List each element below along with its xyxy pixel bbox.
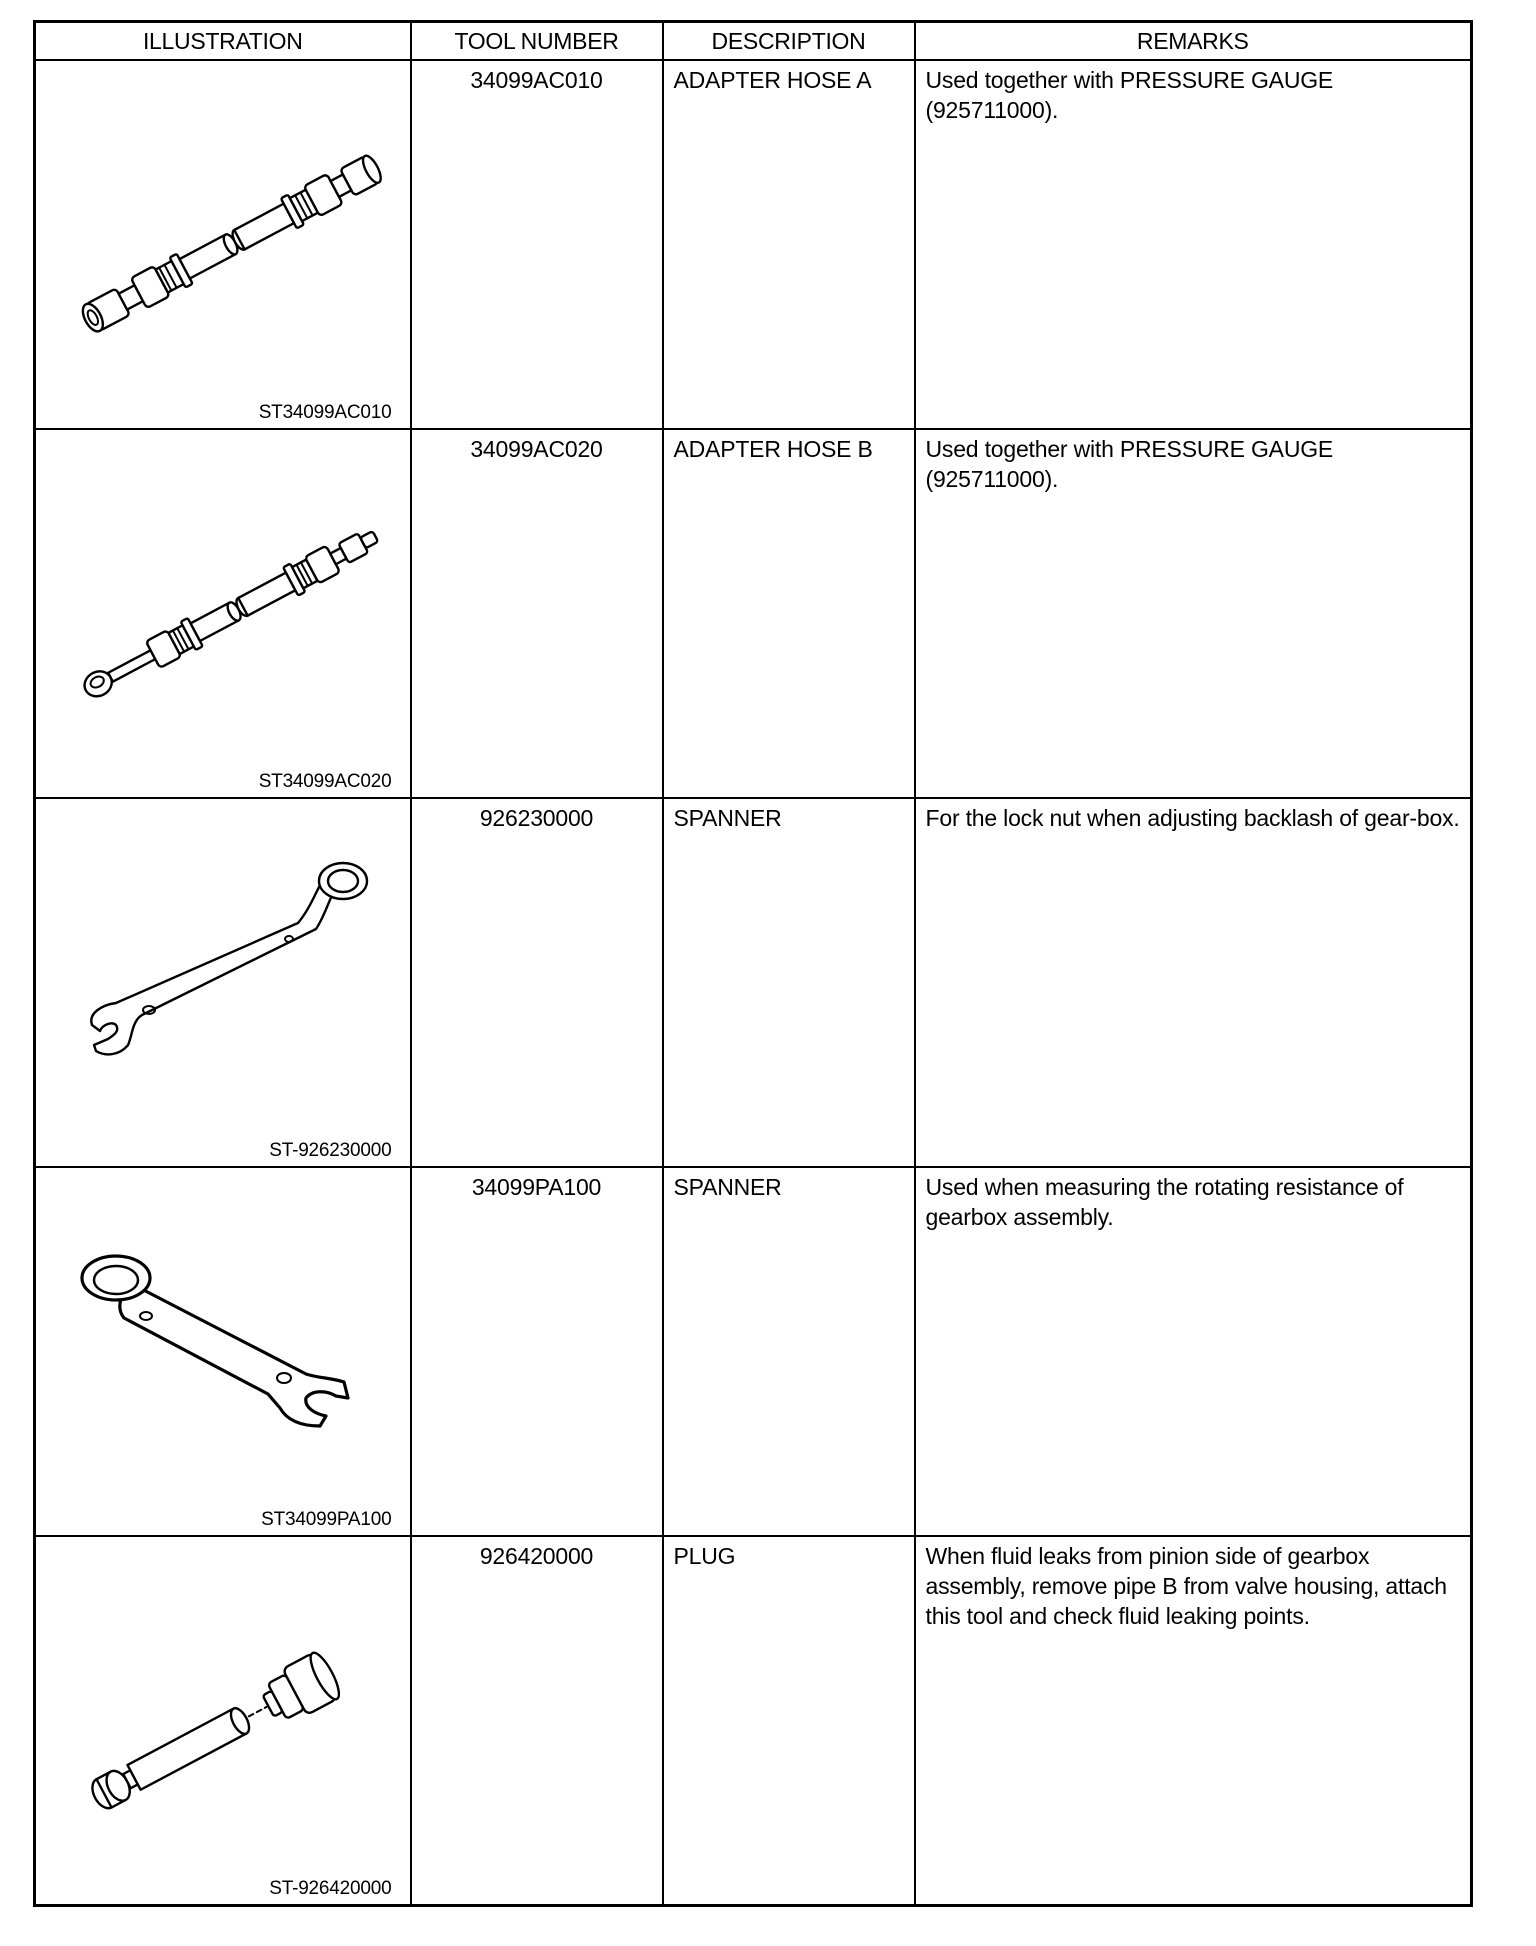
table-row [35, 1167, 1472, 1536]
table-row [35, 429, 1472, 798]
tool-number: 926420000 [411, 1536, 663, 1906]
remarks: Used together with PRESSURE GAUGE (925711000). [915, 429, 1472, 798]
header-description: DESCRIPTION [663, 22, 915, 61]
description: SPANNER [663, 798, 915, 1167]
illustration-code: ST34099AC010 [258, 402, 392, 423]
adapter-hose-b-icon [36, 430, 410, 770]
illustration-code: ST34099PA100 [261, 1509, 392, 1530]
description: ADAPTER HOSE A [663, 60, 915, 429]
header-remarks: REMARKS [915, 22, 1472, 61]
remarks: When fluid leaks from pinion side of gearbox assembly, remove pipe B from valve housing, attach this tool and check fluid leaking points. [915, 1536, 1472, 1906]
remarks: Used together with PRESSURE GAUGE (925711000). [915, 60, 1472, 429]
table-header-row [35, 22, 1472, 61]
offset-spanner-icon [36, 799, 410, 1139]
illustration-cell [35, 429, 411, 798]
tool-number: 926230000 [411, 798, 663, 1167]
header-illustration: ILLUSTRATION [35, 22, 411, 61]
table-row [35, 798, 1472, 1167]
table-row [35, 60, 1472, 429]
illustration-code: ST34099AC020 [258, 771, 392, 792]
special-tools-table [33, 20, 1473, 1907]
table-row [35, 1536, 1472, 1906]
remarks: Used when measuring the rotating resistance of gearbox assembly. [915, 1167, 1472, 1536]
tool-number: 34099AC020 [411, 429, 663, 798]
tool-number: 34099AC010 [411, 60, 663, 429]
remarks: For the lock nut when adjusting backlash of gear-box. [915, 798, 1472, 1167]
illustration-code: ST-926420000 [269, 1878, 392, 1899]
illustration-cell [35, 1536, 411, 1906]
tool-number: 34099PA100 [411, 1167, 663, 1536]
illustration-cell [35, 798, 411, 1167]
description: PLUG [663, 1536, 915, 1906]
description: ADAPTER HOSE B [663, 429, 915, 798]
header-tool-number: TOOL NUMBER [411, 22, 663, 61]
illustration-cell [35, 1167, 411, 1536]
combination-spanner-icon [36, 1168, 410, 1508]
illustration-cell [35, 60, 411, 429]
description: SPANNER [663, 1167, 915, 1536]
plug-tool-icon [36, 1537, 410, 1877]
adapter-hose-a-icon [36, 61, 410, 401]
illustration-code: ST-926230000 [269, 1140, 392, 1161]
